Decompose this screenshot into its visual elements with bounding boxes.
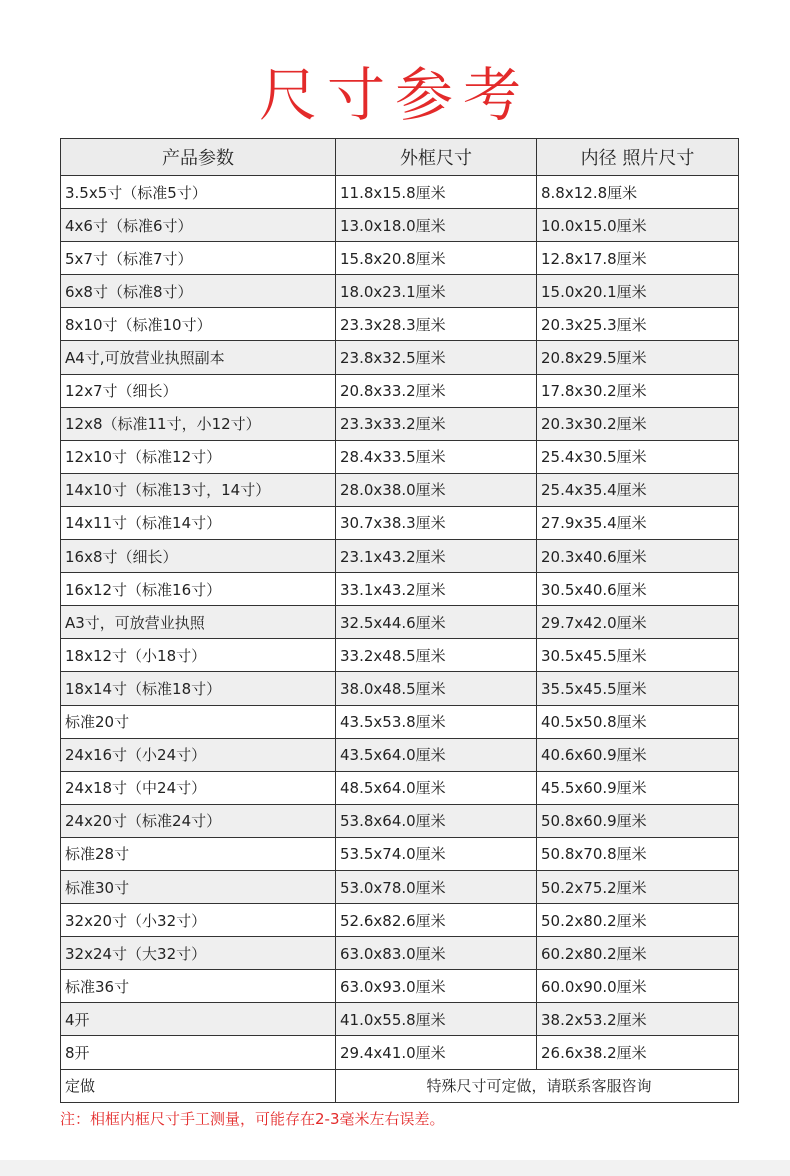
cell-inner-size: 40.5x50.8厘米 <box>537 705 739 738</box>
cell-product-param: 24x16寸（小24寸） <box>61 738 336 771</box>
cell-product-param: 14x10寸（标准13寸，14寸） <box>61 473 336 506</box>
cell-product-param: 32x24寸（大32寸） <box>61 937 336 970</box>
cell-outer-size: 43.5x53.8厘米 <box>336 705 537 738</box>
table-row <box>61 407 739 440</box>
table-row <box>61 870 739 903</box>
page-title: 尺寸参考 <box>258 60 531 129</box>
table-row <box>61 738 739 771</box>
table-row <box>61 639 739 672</box>
table-body <box>61 176 739 1070</box>
table-row <box>61 275 739 308</box>
cell-outer-size: 30.7x38.3厘米 <box>336 506 537 539</box>
cell-outer-size: 23.3x33.2厘米 <box>336 407 537 440</box>
table-row <box>61 804 739 837</box>
cell-inner-size: 17.8x30.2厘米 <box>537 374 739 407</box>
table-header-row <box>61 139 739 176</box>
table-row <box>61 1036 739 1069</box>
cell-inner-size: 8.8x12.8厘米 <box>537 176 739 209</box>
cell-inner-size: 30.5x40.6厘米 <box>537 573 739 606</box>
cell-product-param: 8x10寸（标准10寸） <box>61 308 336 341</box>
cell-inner-size: 20.8x29.5厘米 <box>537 341 739 374</box>
cell-product-param: 16x12寸（标准16寸） <box>61 573 336 606</box>
cell-product-param: 12x7寸（细长） <box>61 374 336 407</box>
cell-outer-size: 23.3x28.3厘米 <box>336 308 537 341</box>
table-row <box>61 341 739 374</box>
table-row <box>61 209 739 242</box>
cell-product-param: 8开 <box>61 1036 336 1069</box>
cell-outer-size: 11.8x15.8厘米 <box>336 176 537 209</box>
custom-row <box>61 1069 739 1102</box>
cell-product-param: 16x8寸（细长） <box>61 540 336 573</box>
cell-outer-size: 43.5x64.0厘米 <box>336 738 537 771</box>
table-row <box>61 440 739 473</box>
custom-row-label: 定做 <box>61 1069 336 1102</box>
cell-inner-size: 10.0x15.0厘米 <box>537 209 739 242</box>
table-row <box>61 176 739 209</box>
cell-outer-size: 20.8x33.2厘米 <box>336 374 537 407</box>
cell-outer-size: 15.8x20.8厘米 <box>336 242 537 275</box>
table-row <box>61 937 739 970</box>
cell-product-param: 12x8（标准11寸，小12寸） <box>61 407 336 440</box>
cell-inner-size: 29.7x42.0厘米 <box>537 606 739 639</box>
cell-outer-size: 28.4x33.5厘米 <box>336 440 537 473</box>
cell-inner-size: 50.8x70.8厘米 <box>537 837 739 870</box>
table-row <box>61 970 739 1003</box>
cell-outer-size: 53.8x64.0厘米 <box>336 804 537 837</box>
cell-inner-size: 40.6x60.9厘米 <box>537 738 739 771</box>
cell-outer-size: 48.5x64.0厘米 <box>336 771 537 804</box>
cell-inner-size: 25.4x30.5厘米 <box>537 440 739 473</box>
header-product-params: 产品参数 <box>61 139 336 176</box>
cell-inner-size: 15.0x20.1厘米 <box>537 275 739 308</box>
cell-outer-size: 33.1x43.2厘米 <box>336 573 537 606</box>
cell-inner-size: 60.2x80.2厘米 <box>537 937 739 970</box>
cell-inner-size: 27.9x35.4厘米 <box>537 506 739 539</box>
cell-outer-size: 23.8x32.5厘米 <box>336 341 537 374</box>
table-row <box>61 904 739 937</box>
cell-product-param: 18x12寸（小18寸） <box>61 639 336 672</box>
cell-product-param: 12x10寸（标准12寸） <box>61 440 336 473</box>
table-row <box>61 308 739 341</box>
cell-inner-size: 35.5x45.5厘米 <box>537 672 739 705</box>
cell-inner-size: 20.3x30.2厘米 <box>537 407 739 440</box>
cell-outer-size: 53.0x78.0厘米 <box>336 870 537 903</box>
cell-product-param: 32x20寸（小32寸） <box>61 904 336 937</box>
cell-product-param: 标准36寸 <box>61 970 336 1003</box>
cell-inner-size: 30.5x45.5厘米 <box>537 639 739 672</box>
cell-product-param: 18x14寸（标准18寸） <box>61 672 336 705</box>
cell-product-param: 4开 <box>61 1003 336 1036</box>
cell-product-param: 24x18寸（中24寸） <box>61 771 336 804</box>
cell-product-param: 14x11寸（标准14寸） <box>61 506 336 539</box>
cell-outer-size: 63.0x83.0厘米 <box>336 937 537 970</box>
bottom-bar <box>0 1160 790 1176</box>
cell-inner-size: 25.4x35.4厘米 <box>537 473 739 506</box>
table-row <box>61 573 739 606</box>
cell-inner-size: 60.0x90.0厘米 <box>537 970 739 1003</box>
cell-product-param: 6x8寸（标准8寸） <box>61 275 336 308</box>
table-row <box>61 672 739 705</box>
cell-inner-size: 20.3x25.3厘米 <box>537 308 739 341</box>
cell-product-param: 标准28寸 <box>61 837 336 870</box>
table-row <box>61 705 739 738</box>
cell-inner-size: 50.2x75.2厘米 <box>537 870 739 903</box>
cell-outer-size: 53.5x74.0厘米 <box>336 837 537 870</box>
table-row <box>61 506 739 539</box>
cell-outer-size: 41.0x55.8厘米 <box>336 1003 537 1036</box>
cell-product-param: A3寸，可放营业执照 <box>61 606 336 639</box>
cell-outer-size: 13.0x18.0厘米 <box>336 209 537 242</box>
cell-inner-size: 26.6x38.2厘米 <box>537 1036 739 1069</box>
cell-outer-size: 18.0x23.1厘米 <box>336 275 537 308</box>
cell-outer-size: 38.0x48.5厘米 <box>336 672 537 705</box>
cell-outer-size: 63.0x93.0厘米 <box>336 970 537 1003</box>
cell-outer-size: 23.1x43.2厘米 <box>336 540 537 573</box>
cell-outer-size: 52.6x82.6厘米 <box>336 904 537 937</box>
cell-product-param: 标准30寸 <box>61 870 336 903</box>
table-row <box>61 606 739 639</box>
size-table <box>60 138 739 1103</box>
cell-product-param: 3.5x5寸（标准5寸） <box>61 176 336 209</box>
table-row <box>61 771 739 804</box>
cell-product-param: 标准20寸 <box>61 705 336 738</box>
cell-inner-size: 38.2x53.2厘米 <box>537 1003 739 1036</box>
cell-inner-size: 50.8x60.9厘米 <box>537 804 739 837</box>
cell-product-param: 5x7寸（标准7寸） <box>61 242 336 275</box>
cell-outer-size: 32.5x44.6厘米 <box>336 606 537 639</box>
cell-inner-size: 45.5x60.9厘米 <box>537 771 739 804</box>
footnote: 注：相框内框尺寸手工测量，可能存在2-3毫米左右误差。 <box>60 1110 445 1128</box>
table-row <box>61 1003 739 1036</box>
header-inner-size: 内径 照片尺寸 <box>537 139 739 176</box>
cell-outer-size: 33.2x48.5厘米 <box>336 639 537 672</box>
cell-inner-size: 12.8x17.8厘米 <box>537 242 739 275</box>
header-outer-size: 外框尺寸 <box>336 139 537 176</box>
cell-product-param: A4寸,可放营业执照副本 <box>61 341 336 374</box>
cell-product-param: 24x20寸（标准24寸） <box>61 804 336 837</box>
custom-row-note: 特殊尺寸可定做，请联系客服咨询 <box>336 1069 739 1102</box>
cell-inner-size: 20.3x40.6厘米 <box>537 540 739 573</box>
cell-outer-size: 29.4x41.0厘米 <box>336 1036 537 1069</box>
table-row <box>61 473 739 506</box>
cell-product-param: 4x6寸（标准6寸） <box>61 209 336 242</box>
cell-outer-size: 28.0x38.0厘米 <box>336 473 537 506</box>
table-row <box>61 374 739 407</box>
cell-inner-size: 50.2x80.2厘米 <box>537 904 739 937</box>
table-row <box>61 540 739 573</box>
table-row <box>61 837 739 870</box>
table-row <box>61 242 739 275</box>
